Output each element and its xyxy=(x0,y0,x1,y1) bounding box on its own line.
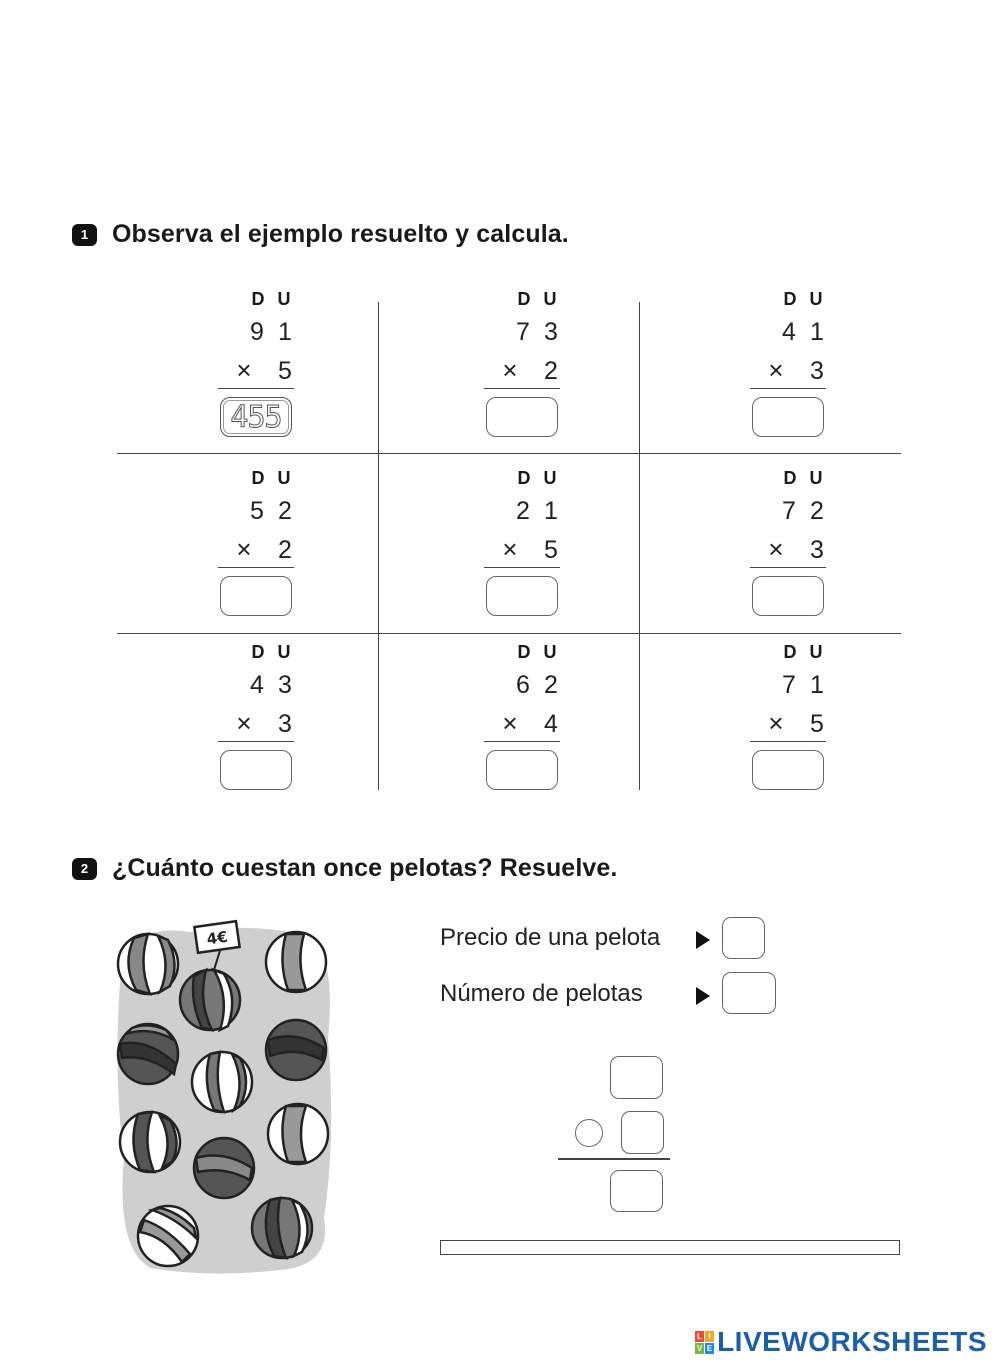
liveworksheets-logo xyxy=(695,1326,987,1358)
logo-letter: E xyxy=(706,1343,713,1353)
beach-ball xyxy=(138,1206,198,1266)
times-symbol: × xyxy=(768,708,784,738)
sum-rule xyxy=(218,388,294,389)
operation-rule xyxy=(558,1158,670,1160)
tens-digit: 7 xyxy=(516,318,530,346)
answer-input-box[interactable] xyxy=(220,576,292,616)
multiplication-problem xyxy=(750,461,830,611)
operand-box[interactable] xyxy=(610,1056,663,1099)
place-value-tens-label: D xyxy=(783,289,797,309)
beach-ball xyxy=(180,970,240,1030)
place-value-tens-label: D xyxy=(517,468,531,488)
beach-ball xyxy=(192,1052,252,1112)
place-value-units-label: U xyxy=(543,289,557,309)
units-digit: 1 xyxy=(544,497,558,525)
times-symbol: × xyxy=(502,534,518,564)
arrow-icon xyxy=(696,931,710,949)
times-symbol: × xyxy=(768,355,784,385)
place-value-tens-label: D xyxy=(251,289,265,309)
exercise-title: ¿Cuánto cuestan once pelotas? Resuelve. xyxy=(112,854,618,882)
exercise-number-badge: 1 xyxy=(72,224,97,246)
price-input-box[interactable] xyxy=(722,917,765,959)
multiplier-digit: 5 xyxy=(278,357,292,385)
example-answer: 455 xyxy=(230,399,282,435)
beach-balls-illustration xyxy=(110,918,340,1278)
example-answer-box xyxy=(220,397,292,437)
place-value-units-label: U xyxy=(277,642,291,662)
sum-rule xyxy=(218,567,294,568)
tens-digit: 7 xyxy=(782,671,796,699)
multiplier-digit: 2 xyxy=(278,536,292,564)
count-input-box[interactable] xyxy=(722,972,776,1014)
answer-input-box[interactable] xyxy=(486,576,558,616)
answer-input-box[interactable] xyxy=(486,750,558,790)
multiplier-digit: 3 xyxy=(810,357,824,385)
beach-ball xyxy=(266,1020,326,1080)
times-symbol: × xyxy=(236,534,252,564)
grid-divider xyxy=(117,453,901,454)
tens-digit: 2 xyxy=(516,497,530,525)
sum-rule xyxy=(750,567,826,568)
arrow-icon xyxy=(696,987,710,1005)
times-symbol: × xyxy=(236,355,252,385)
beach-ball xyxy=(268,1104,328,1164)
multiplier-digit: 5 xyxy=(810,710,824,738)
beach-ball xyxy=(266,932,326,992)
multiplication-problem xyxy=(484,461,564,611)
units-digit: 2 xyxy=(278,497,292,525)
units-digit: 3 xyxy=(544,318,558,346)
count-label: Número de pelotas xyxy=(440,980,643,1007)
multiplier-digit: 2 xyxy=(544,357,558,385)
units-digit: 3 xyxy=(278,671,292,699)
units-digit: 1 xyxy=(278,318,292,346)
multiplication-problem xyxy=(750,635,830,785)
sum-rule xyxy=(484,567,560,568)
tens-digit: 4 xyxy=(250,671,264,699)
multiplication-problem xyxy=(218,635,298,785)
answer-input-box[interactable] xyxy=(220,750,292,790)
sum-rule xyxy=(750,388,826,389)
logo-mark-icon xyxy=(695,1331,714,1354)
multiplication-problem xyxy=(750,282,830,432)
tens-digit: 6 xyxy=(516,671,530,699)
result-box[interactable] xyxy=(610,1170,663,1212)
place-value-units-label: U xyxy=(809,642,823,662)
times-symbol: × xyxy=(768,534,784,564)
beach-ball xyxy=(120,1112,180,1172)
multiplication-problem xyxy=(484,282,564,432)
sum-rule xyxy=(750,741,826,742)
units-digit: 1 xyxy=(810,671,824,699)
place-value-units-label: U xyxy=(809,468,823,488)
tens-digit: 7 xyxy=(782,497,796,525)
exercise-1-header xyxy=(72,220,569,249)
place-value-units-label: U xyxy=(277,289,291,309)
beach-ball xyxy=(194,1138,254,1198)
tens-digit: 5 xyxy=(250,497,264,525)
units-digit: 2 xyxy=(544,671,558,699)
grid-divider xyxy=(117,633,901,634)
place-value-tens-label: D xyxy=(783,642,797,662)
place-value-tens-label: D xyxy=(251,468,265,488)
grid-divider xyxy=(378,302,379,790)
multiplication-problem xyxy=(218,461,298,611)
operator-circle[interactable] xyxy=(575,1119,603,1147)
exercise-number-badge: 2 xyxy=(72,858,97,880)
place-value-units-label: U xyxy=(543,642,557,662)
sum-rule xyxy=(484,741,560,742)
multiplier-digit: 4 xyxy=(544,710,558,738)
beach-ball xyxy=(118,934,178,994)
units-digit: 2 xyxy=(810,497,824,525)
answer-input-box[interactable] xyxy=(752,397,824,437)
multiplication-problem xyxy=(218,282,298,435)
sum-rule xyxy=(218,741,294,742)
place-value-units-label: U xyxy=(543,468,557,488)
operand-box[interactable] xyxy=(621,1111,664,1154)
answer-input-line[interactable] xyxy=(440,1240,900,1255)
answer-input-box[interactable] xyxy=(752,750,824,790)
multiplier-digit: 5 xyxy=(544,536,558,564)
place-value-tens-label: D xyxy=(517,642,531,662)
multiplication-grid xyxy=(117,282,901,790)
exercise-2-header xyxy=(72,854,617,883)
times-symbol: × xyxy=(502,708,518,738)
logo-text: LIVEWORKSHEETS xyxy=(717,1326,987,1357)
beach-ball xyxy=(118,1024,178,1084)
place-value-tens-label: D xyxy=(251,642,265,662)
logo-letter: V xyxy=(696,1343,703,1353)
place-value-units-label: U xyxy=(809,289,823,309)
answer-input-box[interactable] xyxy=(752,576,824,616)
sum-rule xyxy=(484,388,560,389)
price-label: Precio de una pelota xyxy=(440,924,661,951)
place-value-units-label: U xyxy=(277,468,291,488)
beach-ball xyxy=(252,1198,312,1258)
answer-input-box[interactable] xyxy=(486,397,558,437)
exercise-title: Observa el ejemplo resuelto y calcula. xyxy=(112,220,569,248)
place-value-tens-label: D xyxy=(783,468,797,488)
multiplication-problem xyxy=(484,635,564,785)
times-symbol: × xyxy=(502,355,518,385)
tens-digit: 4 xyxy=(782,318,796,346)
price-tag-text: 4€ xyxy=(205,927,229,949)
grid-divider xyxy=(639,302,640,790)
logo-letter: L xyxy=(695,1331,704,1342)
logo-letter: I xyxy=(705,1331,714,1342)
units-digit: 1 xyxy=(810,318,824,346)
times-symbol: × xyxy=(236,708,252,738)
multiplier-digit: 3 xyxy=(810,536,824,564)
tens-digit: 9 xyxy=(250,318,264,346)
multiplier-digit: 3 xyxy=(278,710,292,738)
place-value-tens-label: D xyxy=(517,289,531,309)
